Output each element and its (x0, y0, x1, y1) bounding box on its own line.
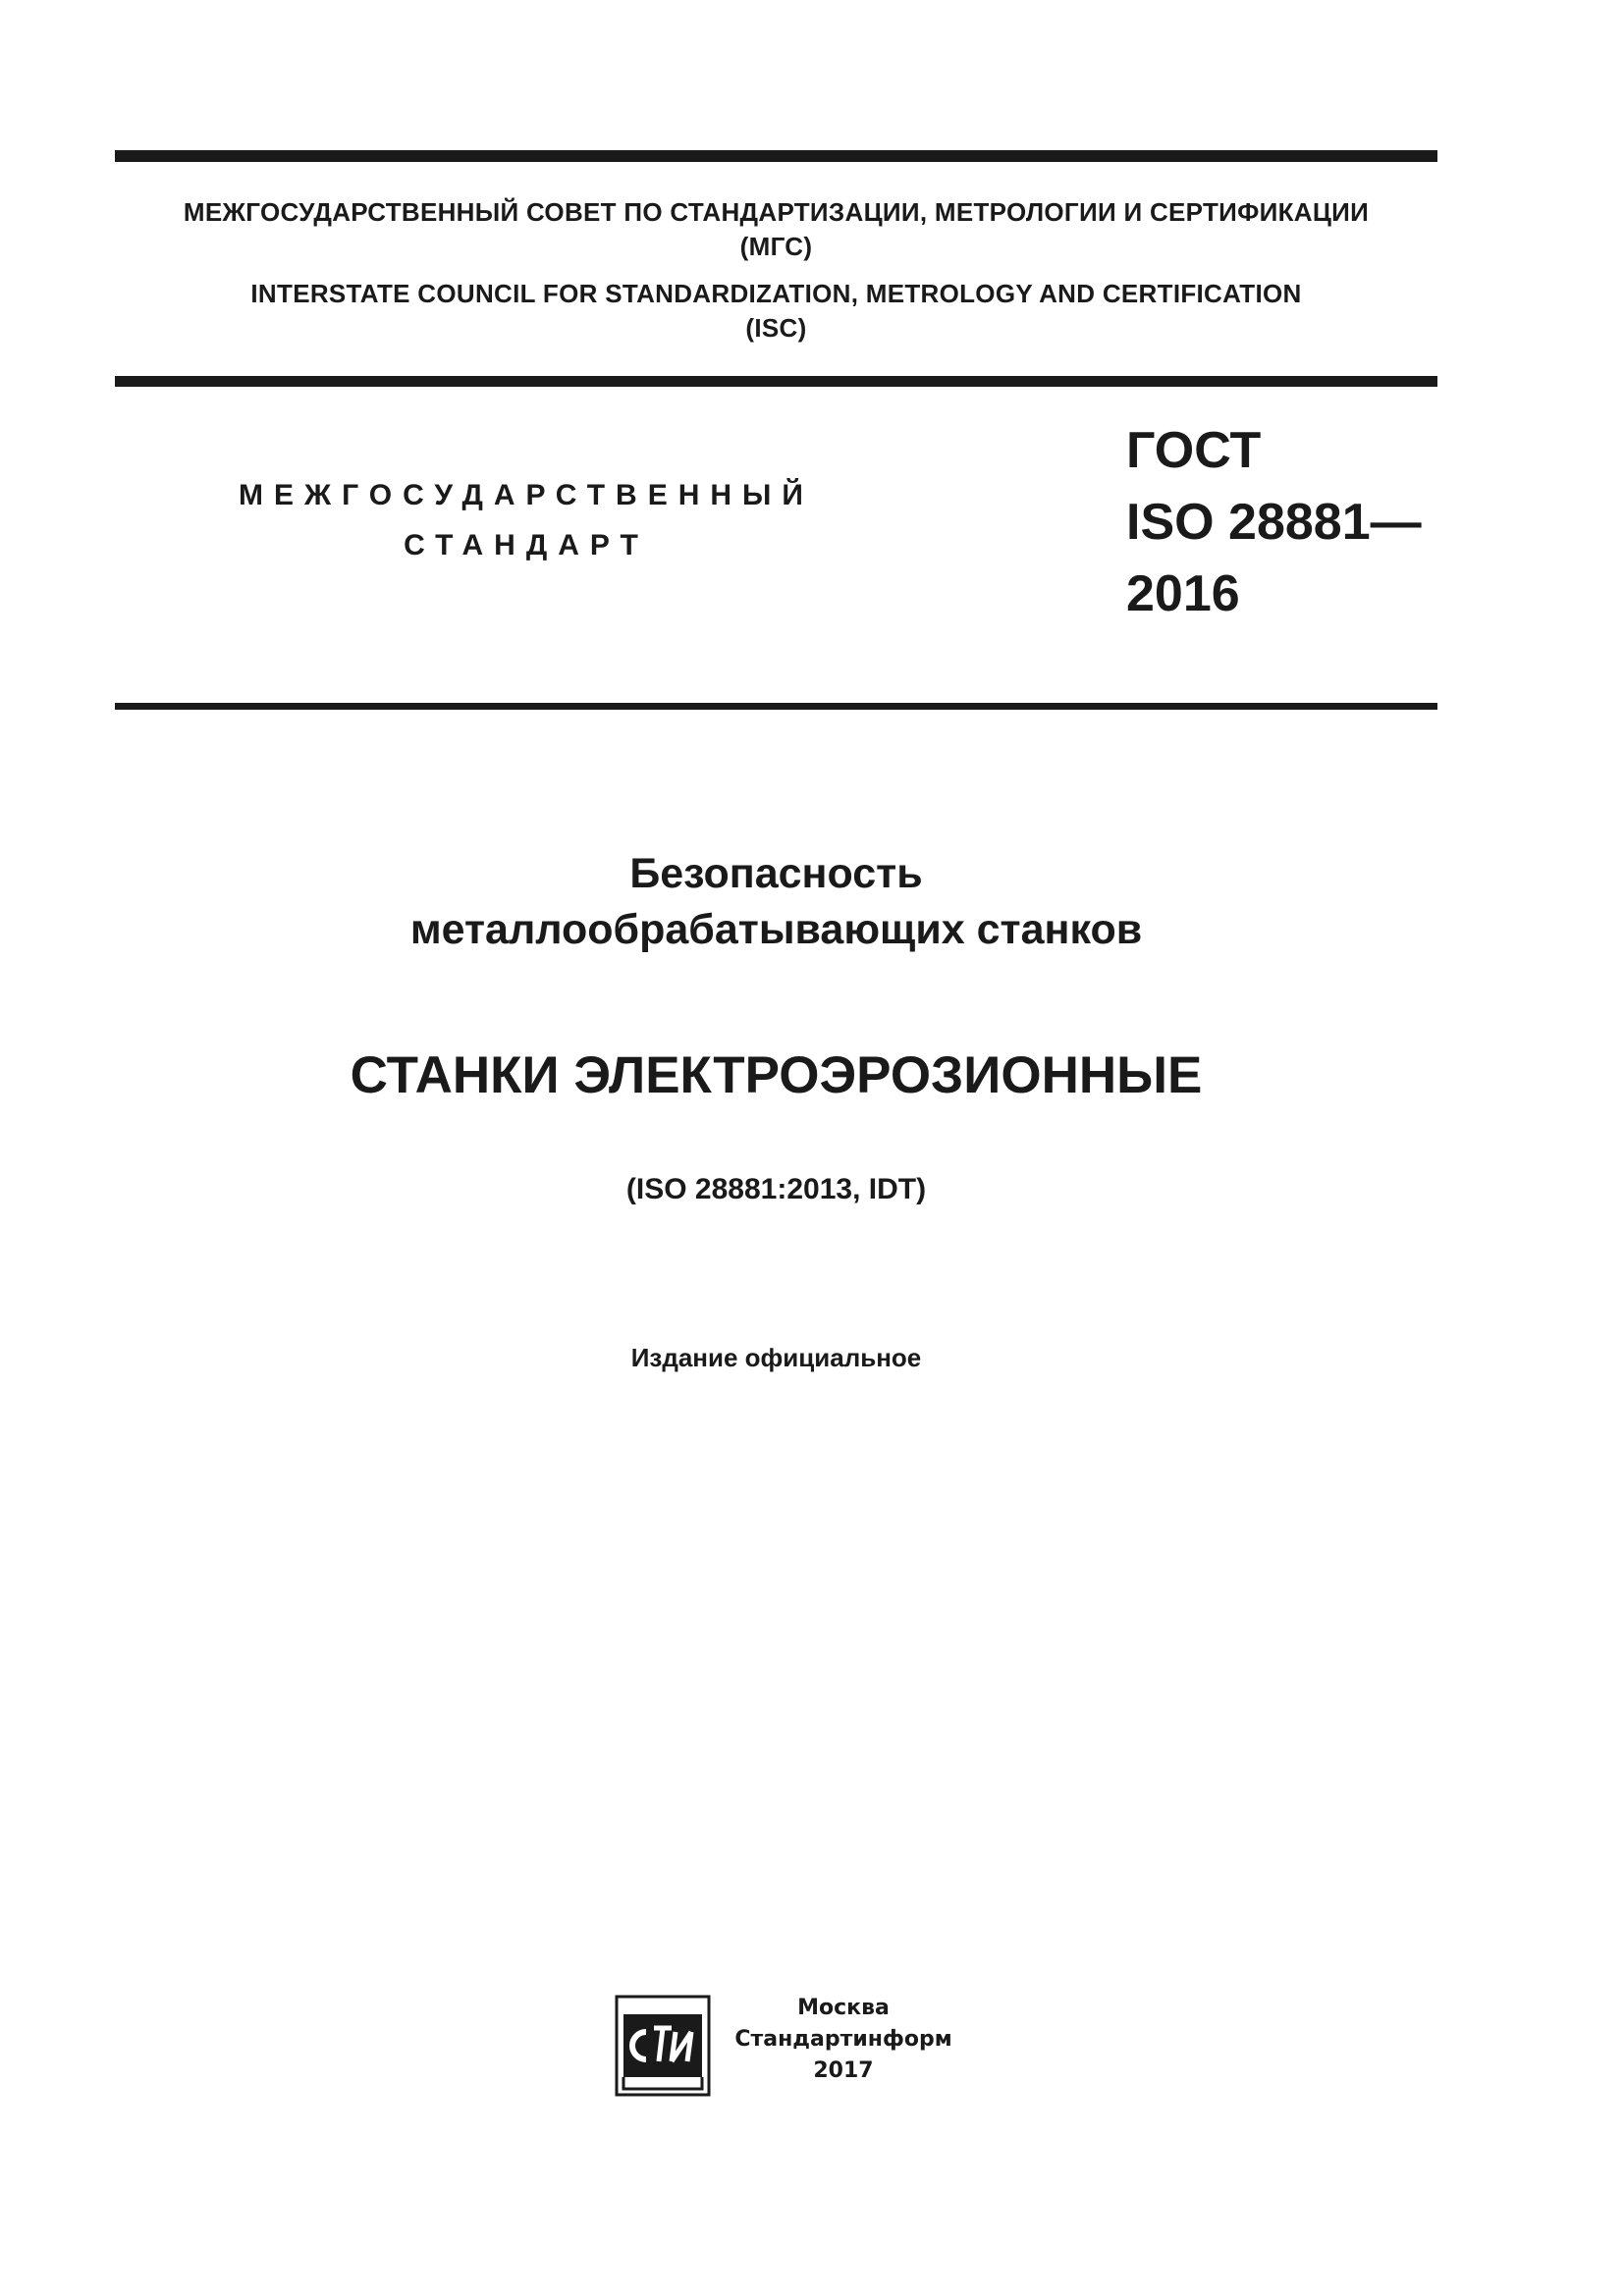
subtitle-line1: Безопасность (629, 850, 923, 897)
council-ru-name: МЕЖГОСУДАРСТВЕННЫЙ СОВЕТ ПО СТАНДАРТИЗАЦИИ, МЕТРОЛОГИИ И СЕРТИФИКАЦИИ (183, 197, 1370, 227)
iso-reference: (ISO 28881:2013, IDT) (625, 1173, 927, 1205)
gost-year: 2016 (1126, 565, 1240, 622)
gost-number: ISO 28881— (1126, 494, 1422, 551)
gost-designation (1126, 415, 1422, 630)
middle-rule (115, 376, 1437, 387)
council-ru-abbr: (МГС) (739, 232, 813, 261)
council-en-name: INTERSTATE COUNCIL FOR STANDARDIZATION, METROLOGY AND CERTIFICATION (250, 279, 1302, 308)
top-rule (115, 150, 1437, 162)
standartinform-logo-icon (615, 1995, 711, 2097)
gost-label: ГОСТ (1126, 422, 1262, 479)
document-title: СТАНКИ ЭЛЕКТРОЭРОЗИОННЫЕ (350, 1046, 1203, 1104)
publisher-block (615, 1993, 968, 2101)
council-ru (115, 195, 1437, 264)
edition-note: Издание официальное (630, 1343, 922, 1372)
council-en-abbr: (ISC) (745, 313, 807, 343)
publisher-city: Москва (797, 1996, 890, 2020)
bottom-rule (115, 703, 1437, 710)
publisher-year: 2017 (813, 2058, 874, 2083)
document-subtitle (115, 846, 1437, 958)
subtitle-line2: металлообрабатывающих станков (409, 906, 1143, 953)
standard-type-line2: СТАНДАРТ (404, 529, 649, 561)
standard-type (177, 470, 876, 570)
publisher-text (713, 1993, 974, 2087)
council-en (115, 277, 1437, 346)
standard-type-line1: МЕЖГОСУДАРСТВЕННЫЙ (239, 479, 814, 511)
publisher-name: Стандартинформ (734, 2027, 952, 2052)
